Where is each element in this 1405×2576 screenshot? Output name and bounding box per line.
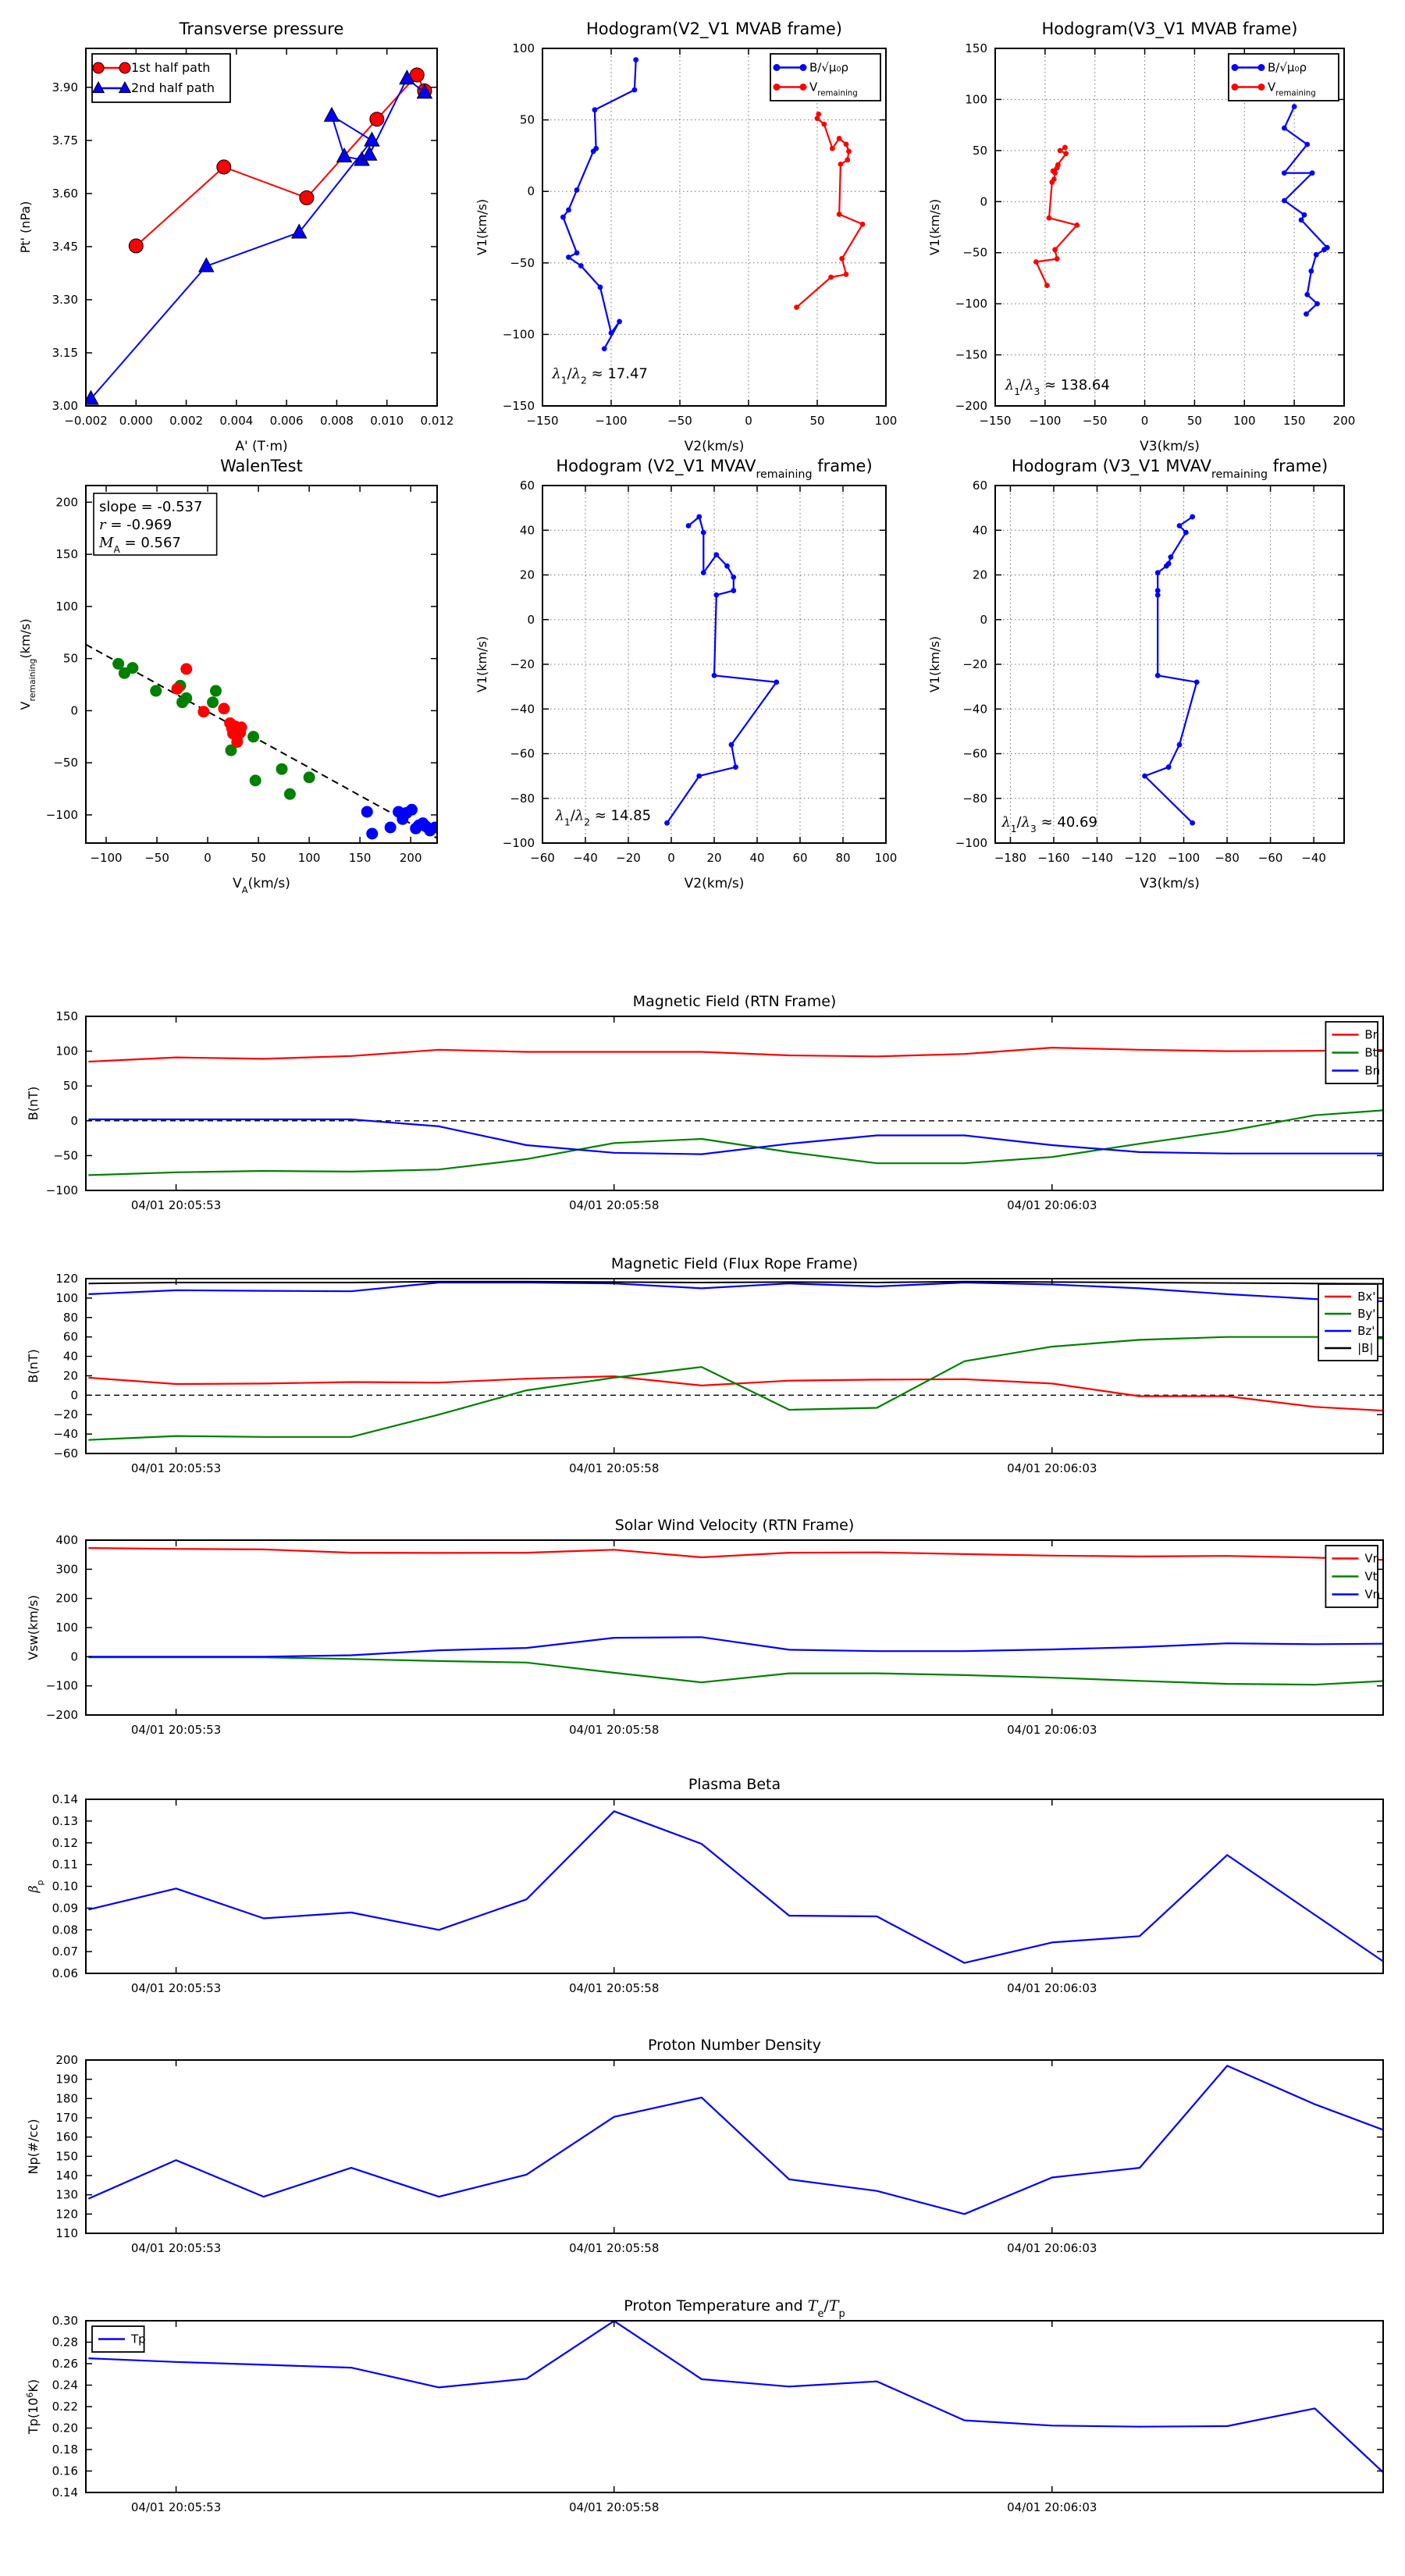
svg-text:−100: −100 [45, 807, 78, 822]
svg-text:Vremaining: $V_{remaining}$ [1268, 80, 1316, 98]
x-tick-labels [131, 1461, 1097, 1475]
svg-text:0: 0 [527, 612, 535, 627]
plot-hodogram-v2v1-mvab [475, 20, 898, 454]
legend [1325, 1022, 1380, 1083]
svg-text:60: 60 [519, 479, 535, 493]
svg-text:04/01 20:05:53: 04/01 20:05:53 [130, 1461, 222, 1475]
svg-text:04/01 20:05:53: 04/01 20:05:53 [130, 2241, 222, 2255]
svg-text:B/√μ₀ρ: B/√μ₀ρ [809, 60, 848, 75]
svg-text:0.010: 0.010 [370, 414, 404, 428]
svg-text:20: 20 [519, 568, 535, 582]
svg-text:0.09: 0.09 [52, 1901, 78, 1916]
x-tick-labels [526, 414, 897, 428]
plot-proton-number-density [26, 2037, 1383, 2255]
plot-title: Proton Temperature and $T_e/T_p$ [624, 2297, 845, 2320]
svg-text:3.15: 3.15 [52, 345, 78, 360]
plot-title: Magnetic Field (RTN Frame) [632, 993, 837, 1010]
svg-text:0: 0 [745, 414, 752, 428]
svg-text:−60: −60 [1257, 851, 1283, 865]
svg-text:r = -0.969: r = -0.969 [99, 517, 173, 533]
svg-text:20: 20 [706, 851, 722, 865]
y-tick-labels [52, 2314, 78, 2500]
svg-text:0: 0 [527, 184, 535, 199]
svg-text:0.18: 0.18 [52, 2443, 78, 2457]
plot-transverse-pressure [18, 20, 454, 454]
svg-text:MA = 0.567: $M_A = 0.567$ [99, 535, 181, 555]
y-tick-labels [955, 479, 987, 850]
svg-text:−50: −50 [962, 245, 987, 260]
svg-text:04/01 20:05:53: 04/01 20:05:53 [130, 2500, 222, 2514]
svg-text:0: 0 [70, 703, 78, 718]
svg-text:0.10: 0.10 [52, 1879, 78, 1894]
x-axis-label: V2(km/s) [684, 439, 745, 454]
svg-text:−80: −80 [962, 791, 987, 806]
svg-text:04/01 20:06:03: 04/01 20:06:03 [1007, 1461, 1097, 1475]
y-axis-label: Np(#/cc) [26, 2119, 41, 2175]
y-tick-labels [503, 41, 535, 413]
svg-text:04/01 20:05:58: 04/01 20:05:58 [569, 2241, 660, 2255]
svg-text:−100: −100 [90, 851, 123, 865]
svg-text:0.006: 0.006 [269, 414, 304, 428]
svg-text:150: 150 [965, 41, 987, 55]
x-tick-labels [90, 851, 422, 865]
x-tick-labels [131, 1981, 1097, 1995]
svg-text:0.28: 0.28 [52, 2335, 78, 2350]
svg-text:180: 180 [55, 2091, 78, 2106]
svg-text:100: 100 [965, 92, 987, 107]
svg-text:80: 80 [62, 1310, 78, 1325]
svg-text:150: 150 [55, 2149, 78, 2164]
svg-text:60: 60 [62, 1329, 78, 1344]
svg-text:50: 50 [251, 851, 266, 865]
x-tick-labels [131, 1723, 1097, 1737]
svg-text:0: 0 [204, 851, 212, 865]
svg-text:0.22: 0.22 [52, 2400, 78, 2414]
svg-text:40: 40 [749, 851, 765, 865]
svg-text:Tp: Tp [131, 2332, 146, 2347]
svg-text:Bx': Bx' [1357, 1290, 1376, 1304]
svg-text:−100: −100 [955, 297, 987, 311]
legend [770, 54, 880, 101]
y-axis-label: B(nT) [26, 1086, 41, 1121]
y-tick-labels [52, 80, 78, 413]
svg-text:04/01 20:05:53: 04/01 20:05:53 [130, 1198, 222, 1212]
plot-title: Hodogram(V3_V1 MVAB frame) [1041, 20, 1298, 38]
svg-text:0: 0 [70, 1388, 78, 1403]
svg-text:0.14: 0.14 [52, 2485, 78, 2500]
y-axis-label: V1(km/s) [475, 635, 489, 693]
svg-text:0.004: 0.004 [219, 414, 254, 428]
svg-text:200: 200 [55, 2053, 78, 2067]
legend [1229, 54, 1339, 101]
svg-text:100: 100 [874, 414, 898, 428]
svg-text:20: 20 [62, 1368, 78, 1383]
legend [1325, 1546, 1380, 1607]
svg-text:04/01 20:06:03: 04/01 20:06:03 [1007, 1198, 1097, 1212]
svg-text:−100: −100 [955, 836, 987, 850]
svg-text:0: 0 [1140, 414, 1149, 428]
plot-title: WalenTest [220, 457, 303, 475]
svg-text:20: 20 [972, 568, 987, 582]
x-axis-label: V3(km/s) [1140, 876, 1200, 891]
svg-text:−150: −150 [955, 347, 987, 362]
svg-text:slope = -0.537: slope = -0.537 [99, 499, 203, 515]
y-tick-labels [52, 1792, 78, 1980]
svg-text:50: 50 [809, 414, 825, 428]
plot-title: Plasma Beta [688, 1776, 781, 1793]
svg-text:−150: −150 [979, 414, 1012, 428]
svg-text:100: 100 [55, 1621, 78, 1635]
svg-text:150: 150 [348, 851, 372, 865]
svg-text:−40: −40 [510, 702, 535, 717]
y-axis-label: V1(km/s) [927, 635, 942, 693]
svg-text:200: 200 [55, 1591, 78, 1606]
plot-title: Magnetic Field (Flux Rope Frame) [610, 1255, 859, 1272]
svg-text:Vr: Vr [1364, 1551, 1378, 1566]
svg-text:130: 130 [55, 2187, 78, 2202]
svg-text:−20: −20 [53, 1407, 78, 1422]
svg-text:−0.002: −0.002 [64, 414, 108, 428]
svg-text:−140: −140 [1080, 851, 1114, 865]
svg-text:100: 100 [512, 41, 535, 55]
svg-text:−100: −100 [1167, 851, 1200, 865]
x-tick-labels [131, 2500, 1097, 2514]
svg-text:−60: −60 [510, 746, 535, 761]
svg-text:1st half path: 1st half path [131, 60, 211, 75]
plot-hodogram-v2v1-mvav [475, 457, 898, 891]
svg-text:50: 50 [62, 651, 78, 666]
svg-text:200: 200 [1332, 414, 1356, 428]
x-axis-label: V2(km/s) [684, 876, 745, 891]
svg-text:110: 110 [55, 2226, 78, 2240]
svg-text:50: 50 [1186, 414, 1202, 428]
svg-text:04/01 20:05:53: 04/01 20:05:53 [130, 1723, 222, 1737]
svg-text:150: 150 [55, 1009, 78, 1023]
svg-text:λ1/λ2 ≈ 17.47: $\lambda_1/\lambda_2 \approx 17.47$ [552, 365, 648, 386]
svg-text:150: 150 [55, 547, 78, 562]
svg-text:−120: −120 [1124, 851, 1157, 865]
plot-hodogram-v3v1-mvav [927, 457, 1344, 891]
plot-title: Hodogram(V2_V1 MVAB frame) [586, 20, 842, 38]
svg-text:−40: −40 [962, 702, 987, 717]
svg-text:−100: −100 [1029, 414, 1062, 428]
svg-text:200: 200 [399, 851, 422, 865]
x-axis-label: $V_A(km/s)$ [233, 876, 290, 895]
svg-text:04/01 20:06:03: 04/01 20:06:03 [1007, 2241, 1097, 2255]
x-tick-labels [64, 414, 454, 428]
svg-text:−100: −100 [595, 414, 628, 428]
y-axis-label: $\beta_p$ [26, 1880, 45, 1893]
svg-text:04/01 20:05:53: 04/01 20:05:53 [130, 1981, 222, 1995]
svg-text:50: 50 [62, 1079, 78, 1094]
plot-title: Hodogram (V3_V1 $MVAV_{remaining}$ frame) [1011, 457, 1329, 481]
svg-text:0.14: 0.14 [52, 1792, 78, 1806]
svg-text:−20: −20 [510, 657, 535, 671]
y-tick-labels [46, 1533, 78, 1722]
svg-text:0.002: 0.002 [169, 414, 204, 428]
svg-text:04/01 20:06:03: 04/01 20:06:03 [1007, 2500, 1097, 2514]
svg-text:−60: −60 [962, 746, 987, 761]
svg-text:140: 140 [55, 2169, 78, 2183]
svg-text:3.45: 3.45 [52, 239, 78, 254]
plot-title: Transverse pressure [179, 20, 344, 38]
plot-hodogram-v3v1-mvab [927, 20, 1356, 454]
svg-text:0.20: 0.20 [52, 2421, 78, 2435]
svg-text:By': By' [1357, 1307, 1376, 1321]
svg-text:150: 150 [1282, 414, 1306, 428]
svg-text:0.26: 0.26 [52, 2357, 78, 2371]
svg-text:−200: −200 [955, 399, 987, 413]
svg-text:04/01 20:05:58: 04/01 20:05:58 [569, 2500, 660, 2514]
svg-text:0.12: 0.12 [52, 1835, 78, 1850]
svg-text:−150: −150 [502, 399, 535, 413]
svg-text:−100: −100 [45, 1183, 78, 1197]
plot-title: Solar Wind Velocity (RTN Frame) [614, 1517, 855, 1534]
annotation [94, 493, 217, 555]
svg-text:120: 120 [55, 1272, 78, 1286]
y-axis-label: Vsw(km/s) [26, 1595, 41, 1660]
x-axis-label: V3(km/s) [1140, 439, 1200, 454]
svg-text:3.90: 3.90 [52, 80, 78, 94]
svg-text:3.75: 3.75 [52, 133, 78, 148]
x-tick-labels [131, 2241, 1097, 2255]
svg-text:−40: −40 [53, 1427, 78, 1442]
svg-text:2nd half path: 2nd half path [131, 80, 215, 95]
svg-text:3.30: 3.30 [52, 292, 78, 307]
svg-text:40: 40 [519, 523, 535, 538]
svg-text:0.008: 0.008 [319, 414, 354, 428]
svg-text:0.16: 0.16 [52, 2464, 78, 2478]
svg-text:−40: −40 [1301, 851, 1326, 865]
svg-text:0.13: 0.13 [52, 1813, 78, 1828]
svg-text:04/01 20:06:03: 04/01 20:06:03 [1007, 1981, 1097, 1995]
svg-text:04/01 20:05:58: 04/01 20:05:58 [569, 1981, 660, 1995]
svg-text:04/01 20:05:58: 04/01 20:05:58 [569, 1198, 660, 1212]
plot-title: Proton Number Density [648, 2037, 821, 2054]
svg-text:−50: −50 [53, 756, 78, 770]
svg-text:−80: −80 [1215, 851, 1240, 865]
svg-text:60: 60 [972, 479, 987, 493]
svg-text:−40: −40 [573, 851, 598, 865]
svg-text:200: 200 [55, 495, 78, 510]
y-tick-labels [46, 1009, 78, 1197]
x-tick-labels [994, 851, 1326, 865]
svg-text:3.60: 3.60 [52, 186, 78, 201]
plot-title: Hodogram (V2_V1 $MVAV_{remaining}$ frame) [556, 457, 873, 481]
svg-text:−60: −60 [530, 851, 555, 865]
svg-text:04/01 20:05:58: 04/01 20:05:58 [569, 1461, 660, 1475]
plot-solar-wind-velocity [26, 1517, 1383, 1737]
svg-text:190: 190 [55, 2072, 78, 2087]
svg-text:−50: −50 [144, 851, 169, 865]
x-tick-labels [530, 851, 897, 865]
svg-text:120: 120 [55, 2207, 78, 2222]
svg-text:−200: −200 [45, 1708, 78, 1722]
y-tick-labels [53, 1272, 78, 1461]
svg-text:−100: −100 [45, 1678, 78, 1693]
svg-text:50: 50 [972, 143, 987, 158]
svg-text:Bt: Bt [1364, 1045, 1378, 1060]
legend [1318, 1284, 1378, 1361]
plot-magnetic-field-fluxrope [26, 1255, 1383, 1475]
svg-text:0: 0 [70, 1113, 78, 1128]
y-tick-labels [46, 495, 78, 822]
legend [92, 54, 230, 102]
svg-text:0.000: 0.000 [119, 414, 153, 428]
svg-text:80: 80 [835, 851, 851, 865]
svg-text:0.11: 0.11 [52, 1857, 78, 1872]
svg-text:−20: −20 [962, 657, 987, 671]
svg-text:400: 400 [55, 1533, 78, 1547]
svg-text:−100: −100 [502, 836, 535, 850]
svg-text:100: 100 [297, 851, 321, 865]
y-axis-label: $Tp(10^6K)$ [24, 2379, 41, 2435]
svg-text:160: 160 [55, 2129, 78, 2144]
plot-magnetic-field-rtn [26, 993, 1383, 1212]
x-tick-labels [131, 1198, 1097, 1212]
svg-text:Br: Br [1364, 1027, 1378, 1042]
y-axis-label: V1(km/s) [475, 198, 489, 256]
svg-text:λ1/λ3 ≈ 40.69: $\lambda_1/\lambda_3 \approx 40.69$ [1001, 814, 1097, 835]
svg-text:0.07: 0.07 [52, 1944, 78, 1959]
svg-text:04/01 20:05:58: 04/01 20:05:58 [569, 1723, 660, 1737]
svg-text:100: 100 [1232, 414, 1256, 428]
svg-text:04/01 20:06:03: 04/01 20:06:03 [1007, 1723, 1097, 1737]
svg-text:−150: −150 [526, 414, 559, 428]
y-tick-labels [955, 41, 987, 413]
svg-text:−50: −50 [510, 255, 535, 270]
y-axis-label: $V_{remaining}(km/s)$ [18, 618, 37, 710]
svg-text:Bn: Bn [1364, 1063, 1381, 1078]
svg-text:λ1/λ3 ≈ 138.64: $\lambda_1/\lambda_3 \approx 138.64$ [1005, 376, 1110, 397]
y-tick-labels [55, 2053, 78, 2240]
svg-text:0.08: 0.08 [52, 1923, 78, 1937]
y-axis-label: B(nT) [26, 1349, 41, 1383]
svg-text:0.24: 0.24 [52, 2378, 78, 2393]
svg-text:100: 100 [55, 599, 78, 614]
plot-walen-test [18, 457, 437, 895]
svg-text:−180: −180 [994, 851, 1027, 865]
svg-text:100: 100 [55, 1044, 78, 1059]
svg-text:−50: −50 [1082, 414, 1108, 428]
svg-text:|B|: |B| [1357, 1341, 1374, 1355]
svg-text:−50: −50 [53, 1148, 78, 1163]
svg-text:−100: −100 [502, 327, 535, 342]
svg-text:0: 0 [667, 851, 675, 865]
svg-text:−160: −160 [1037, 851, 1070, 865]
svg-text:3.00: 3.00 [52, 399, 78, 413]
svg-text:Bz': Bz' [1357, 1324, 1375, 1338]
svg-text:0.012: 0.012 [420, 414, 454, 428]
svg-text:0.06: 0.06 [52, 1966, 78, 1980]
plot-proton-temperature [24, 2297, 1383, 2514]
y-tick-labels [503, 479, 535, 850]
svg-text:0: 0 [980, 194, 987, 209]
svg-text:−20: −20 [616, 851, 641, 865]
svg-text:Vremaining: $V_{remaining}$ [809, 80, 858, 98]
svg-text:100: 100 [874, 851, 898, 865]
x-tick-labels [979, 414, 1355, 428]
svg-text:0.30: 0.30 [52, 2314, 78, 2328]
svg-text:Vt: Vt [1364, 1569, 1378, 1584]
svg-text:−50: −50 [667, 414, 692, 428]
svg-text:300: 300 [55, 1562, 78, 1577]
svg-text:170: 170 [55, 2111, 78, 2125]
svg-text:B/√μ₀ρ: B/√μ₀ρ [1268, 60, 1307, 75]
svg-text:−80: −80 [510, 791, 535, 806]
svg-text:50: 50 [519, 112, 535, 127]
x-axis-label: A' (T·m) [235, 439, 288, 454]
svg-text:λ1/λ2 ≈ 14.85: $\lambda_1/\lambda_2 \approx 14.85$ [555, 807, 652, 828]
svg-text:0: 0 [70, 1649, 78, 1664]
svg-text:40: 40 [62, 1349, 78, 1364]
y-axis-label: V1(km/s) [927, 198, 942, 256]
svg-text:60: 60 [792, 851, 808, 865]
y-axis-label: Pt' (nPa) [18, 201, 33, 254]
svg-text:40: 40 [972, 523, 987, 538]
legend [92, 2326, 146, 2352]
svg-text:100: 100 [55, 1290, 78, 1305]
svg-text:Vn: Vn [1364, 1587, 1381, 1602]
svg-text:−60: −60 [53, 1446, 78, 1461]
svg-text:0: 0 [980, 612, 987, 627]
